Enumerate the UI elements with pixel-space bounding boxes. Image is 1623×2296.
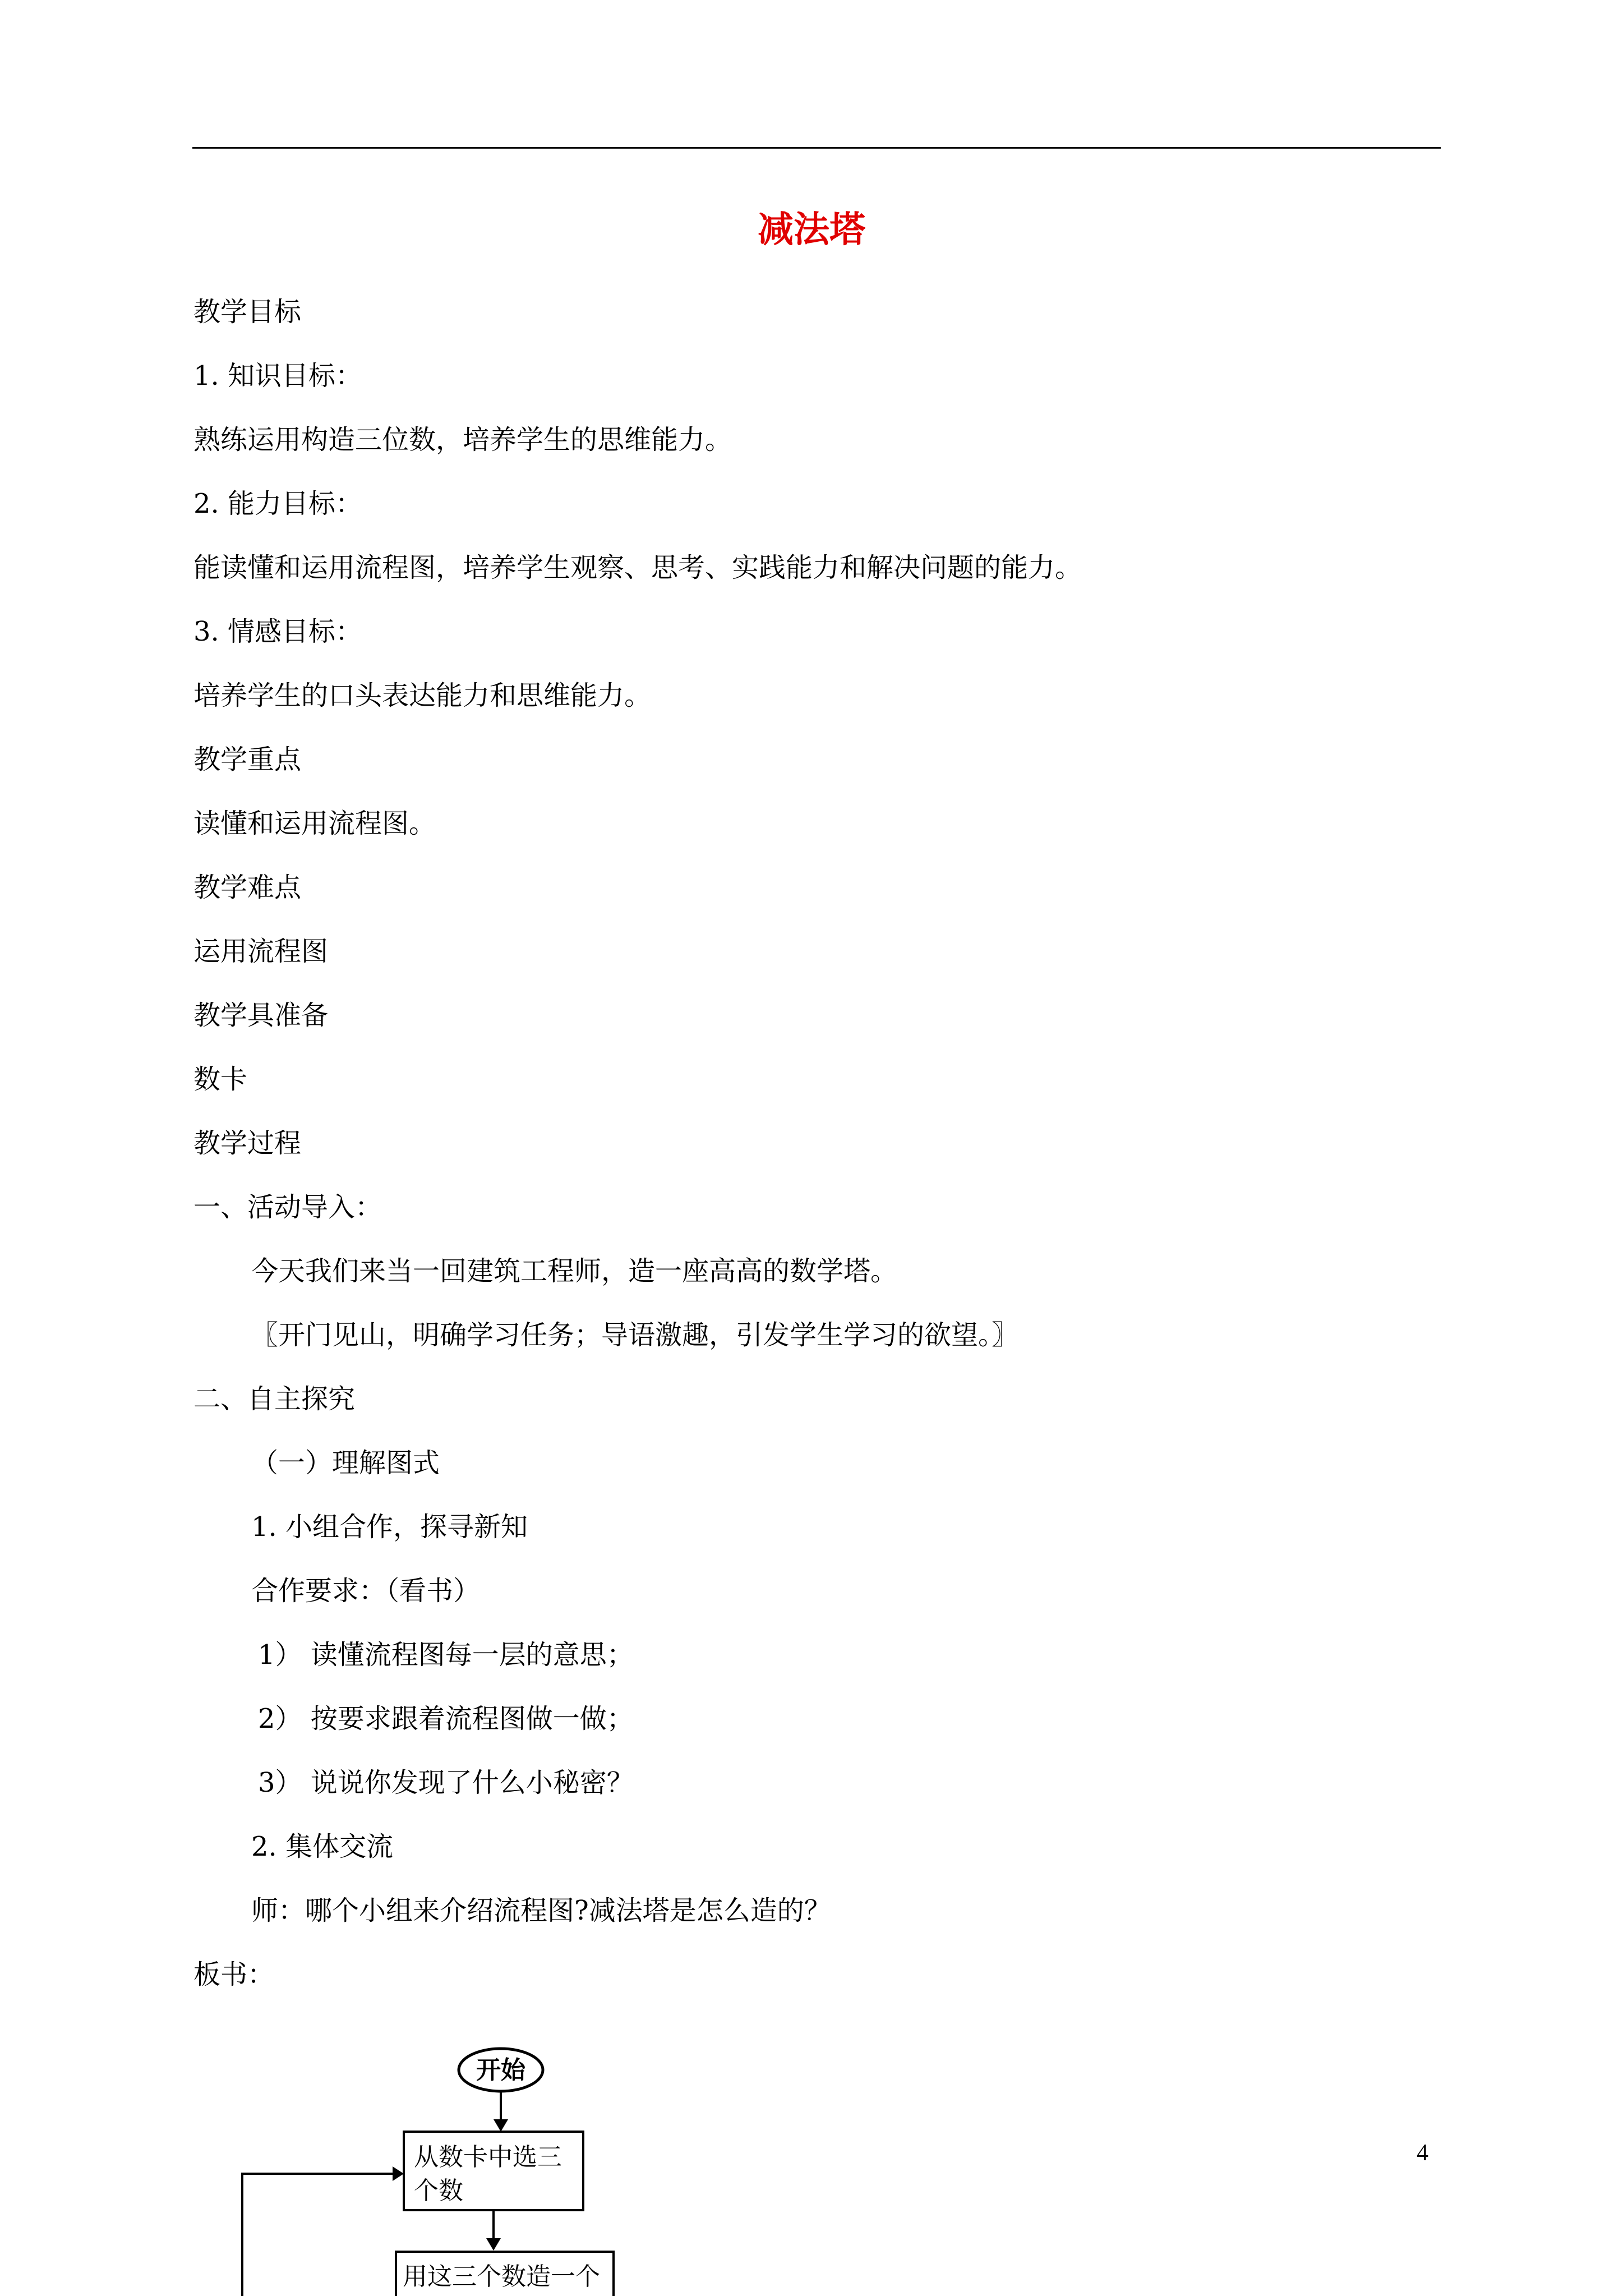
key-points-text: 读懂和运用流程图。 bbox=[193, 808, 436, 839]
box1-line1: 从数卡中选三 bbox=[414, 2143, 562, 2171]
loop-arrow-head bbox=[393, 2166, 404, 2181]
goal-3-text: 培养学生的口头表达能力和思维能力。 bbox=[193, 680, 652, 711]
arrow-head-2 bbox=[486, 2238, 501, 2251]
goal-3-heading: 3. 情感目标： bbox=[193, 616, 363, 647]
difficulties-text: 运用流程图 bbox=[193, 936, 329, 967]
board-label: 板书： bbox=[193, 1959, 275, 1990]
section-1-heading: 一、活动导入： bbox=[193, 1191, 382, 1223]
section-1-note: 〖开门见山，明确学习任务；导语激趣，引发学生学习的欲望。〗 bbox=[251, 1319, 1019, 1351]
goal-2-text: 能读懂和运用流程图，培养学生观察、思考、实践能力和解决问题的能力。 bbox=[193, 552, 1082, 583]
box2-line1: 用这三个数造一个 bbox=[403, 2262, 600, 2291]
goal-1-text: 熟练运用构造三位数，培养学生的思维能力。 bbox=[193, 424, 732, 455]
heading-process: 教学过程 bbox=[193, 1128, 302, 1159]
arrow-head-1 bbox=[494, 2119, 508, 2132]
heading-difficulties: 教学难点 bbox=[193, 872, 302, 903]
step-2-heading: 2. 集体交流 bbox=[251, 1831, 394, 1862]
page-number: 4 bbox=[1417, 2140, 1428, 2166]
step-1-heading: 1. 小组合作，探寻新知 bbox=[251, 1511, 528, 1543]
heading-teaching-goals: 教学目标 bbox=[193, 296, 302, 328]
start-label: 开始 bbox=[476, 2056, 525, 2085]
materials-text: 数卡 bbox=[193, 1064, 248, 1095]
section-2-heading: 二、自主探究 bbox=[193, 1383, 356, 1415]
goal-2-heading: 2. 能力目标： bbox=[193, 488, 363, 519]
section-1-text: 今天我们来当一回建筑工程师，造一座高高的数学塔。 bbox=[251, 1255, 898, 1287]
requirement-1: 1） 读懂流程图每一层的意思； bbox=[258, 1639, 634, 1671]
document-title: 减法塔 bbox=[758, 209, 865, 251]
requirement-3: 3） 说说你发现了什么小秘密？ bbox=[258, 1767, 634, 1798]
goal-1-heading: 1. 知识目标： bbox=[193, 360, 363, 392]
subsection-heading: （一）理解图式 bbox=[251, 1447, 440, 1479]
cooperation-requirements: 合作要求：（看书） bbox=[251, 1575, 481, 1607]
loop-back-line bbox=[242, 2174, 393, 2296]
heading-key-points: 教学重点 bbox=[193, 744, 302, 775]
heading-materials: 教学具准备 bbox=[193, 1000, 329, 1031]
box1-line2: 个数 bbox=[414, 2177, 463, 2205]
requirement-2: 2） 按要求跟着流程图做一做； bbox=[258, 1703, 634, 1734]
teacher-question: 师：哪个小组来介绍流程图?减法塔是怎么造的？ bbox=[251, 1895, 831, 1926]
